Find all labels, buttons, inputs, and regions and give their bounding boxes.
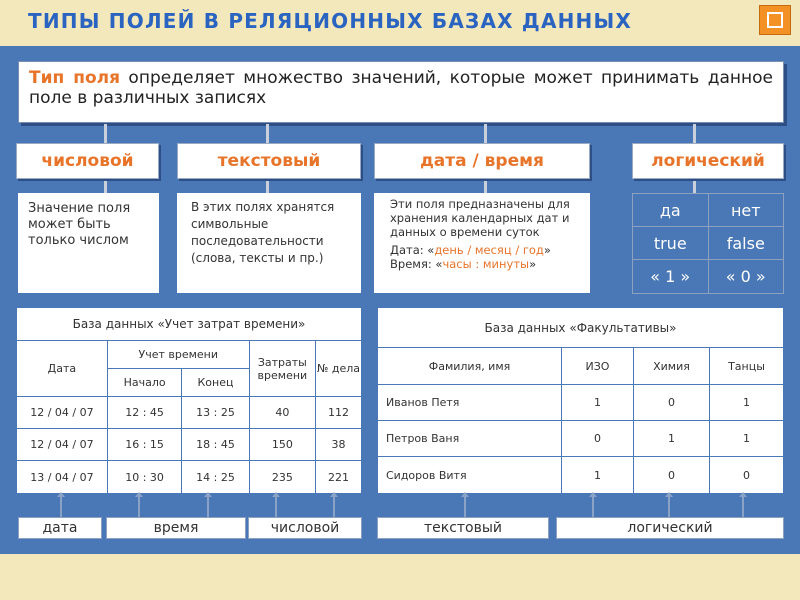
table-row xyxy=(17,461,362,494)
cell: 10 : 30 xyxy=(107,461,182,494)
col-header-number: № дела xyxy=(316,341,362,397)
connector xyxy=(266,124,269,143)
time-format-prefix: Время: « xyxy=(390,257,443,271)
cell: 150 xyxy=(249,429,315,461)
time-cost-table xyxy=(16,307,362,494)
cell: 40 xyxy=(249,397,315,429)
definition-text: определяет множество значений, которые может принимать данное поле в различных записях xyxy=(29,68,773,108)
logic-cell: true xyxy=(633,227,709,260)
table-row xyxy=(17,429,362,461)
connector xyxy=(484,179,487,193)
logic-cell: false xyxy=(708,227,784,260)
logic-cell: « 0 » xyxy=(708,260,784,294)
date-format-prefix: Дата: « xyxy=(390,243,435,257)
arrow-up-icon xyxy=(333,496,335,517)
cell: 16 : 15 xyxy=(107,429,182,461)
text-description: В этих полях хранятся символьные последовательности (слова, тексты и пр.) xyxy=(177,193,361,293)
logic-cell: да xyxy=(633,194,709,227)
cell: 1 xyxy=(562,385,634,421)
cell: 12 / 04 / 07 xyxy=(17,397,108,429)
arrow-up-icon xyxy=(275,496,277,517)
type-datetime: дата / время xyxy=(374,143,590,179)
arrow-up-icon xyxy=(668,496,670,517)
datetime-desc-text: Эти поля предназначены для хранения календарных дат и данных о времени суток xyxy=(390,197,570,239)
footer-label-time: время xyxy=(106,517,246,539)
type-logical: логический xyxy=(632,143,784,179)
table-row xyxy=(378,457,784,494)
connector xyxy=(104,179,107,193)
cell: 12 / 04 / 07 xyxy=(17,429,108,461)
definition-term: Тип поля xyxy=(29,68,120,88)
cell: 1 xyxy=(710,421,784,457)
home-button[interactable] xyxy=(759,5,791,35)
arrow-up-icon xyxy=(207,496,209,517)
table-row xyxy=(378,421,784,457)
cell: 12 : 45 xyxy=(107,397,182,429)
table-caption: База данных «Факультативы» xyxy=(378,308,784,348)
electives-table xyxy=(377,307,784,494)
square-icon xyxy=(767,12,783,28)
footer-label-numeric: числовой xyxy=(248,517,362,539)
cell: 235 xyxy=(249,461,315,494)
cell: 112 xyxy=(316,397,362,429)
col-header-date: Дата xyxy=(17,341,108,397)
table-row xyxy=(378,385,784,421)
date-format-value: день / месяц / год xyxy=(434,243,544,257)
arrow-up-icon xyxy=(60,496,62,517)
time-format-value: часы : минуты xyxy=(442,257,530,271)
arrow-up-icon xyxy=(464,496,466,517)
cell: 1 xyxy=(710,385,784,421)
col-header-cost: Затраты времени xyxy=(249,341,315,397)
connector xyxy=(266,179,269,193)
cell: 0 xyxy=(634,457,710,494)
cell: 18 : 45 xyxy=(182,429,249,461)
col-header-name: Фамилия, имя xyxy=(378,348,562,385)
cell: 0 xyxy=(710,457,784,494)
cell: 13 / 04 / 07 xyxy=(17,461,108,494)
logic-cell: « 1 » xyxy=(633,260,709,294)
col-header-art: ИЗО xyxy=(562,348,634,385)
definition-box xyxy=(18,61,784,123)
arrow-up-icon xyxy=(138,496,140,517)
time-format xyxy=(390,257,584,271)
cell: 1 xyxy=(634,421,710,457)
connector xyxy=(104,124,107,143)
table-row xyxy=(17,397,362,429)
cell: 1 xyxy=(562,457,634,494)
col-header-end: Конец xyxy=(182,369,249,397)
cell: 221 xyxy=(316,461,362,494)
connector xyxy=(693,179,696,193)
date-format-suffix: » xyxy=(543,243,551,257)
cell: Петров Ваня xyxy=(378,421,562,457)
cell: 0 xyxy=(562,421,634,457)
page-title: ТИПЫ ПОЛЕЙ В РЕЛЯЦИОННЫХ БАЗАХ ДАННЫХ xyxy=(28,9,633,33)
cell: Иванов Петя xyxy=(378,385,562,421)
date-format xyxy=(390,243,584,257)
table-caption: База данных «Учет затрат времени» xyxy=(17,308,362,341)
datetime-description xyxy=(374,193,590,293)
col-header-dance: Танцы xyxy=(710,348,784,385)
arrow-up-icon xyxy=(742,496,744,517)
cell: Сидоров Витя xyxy=(378,457,562,494)
type-numeric: числовой xyxy=(16,143,159,179)
footer-label-logical: логический xyxy=(556,517,784,539)
col-header-start: Начало xyxy=(107,369,182,397)
logic-cell: нет xyxy=(708,194,784,227)
cell: 14 : 25 xyxy=(182,461,249,494)
col-header-chemistry: Химия xyxy=(634,348,710,385)
cell: 13 : 25 xyxy=(182,397,249,429)
footer-label-date: дата xyxy=(18,517,102,539)
logical-values-table xyxy=(632,193,784,294)
type-text: текстовый xyxy=(177,143,361,179)
time-format-suffix: » xyxy=(529,257,537,271)
connector xyxy=(484,124,487,143)
col-header-group: Учет времени xyxy=(107,341,249,369)
cell: 38 xyxy=(316,429,362,461)
connector xyxy=(693,124,696,143)
numeric-description: Значение поля может быть только числом xyxy=(18,193,159,293)
arrow-up-icon xyxy=(592,496,594,517)
footer-label-text: текстовый xyxy=(377,517,549,539)
cell: 0 xyxy=(634,385,710,421)
